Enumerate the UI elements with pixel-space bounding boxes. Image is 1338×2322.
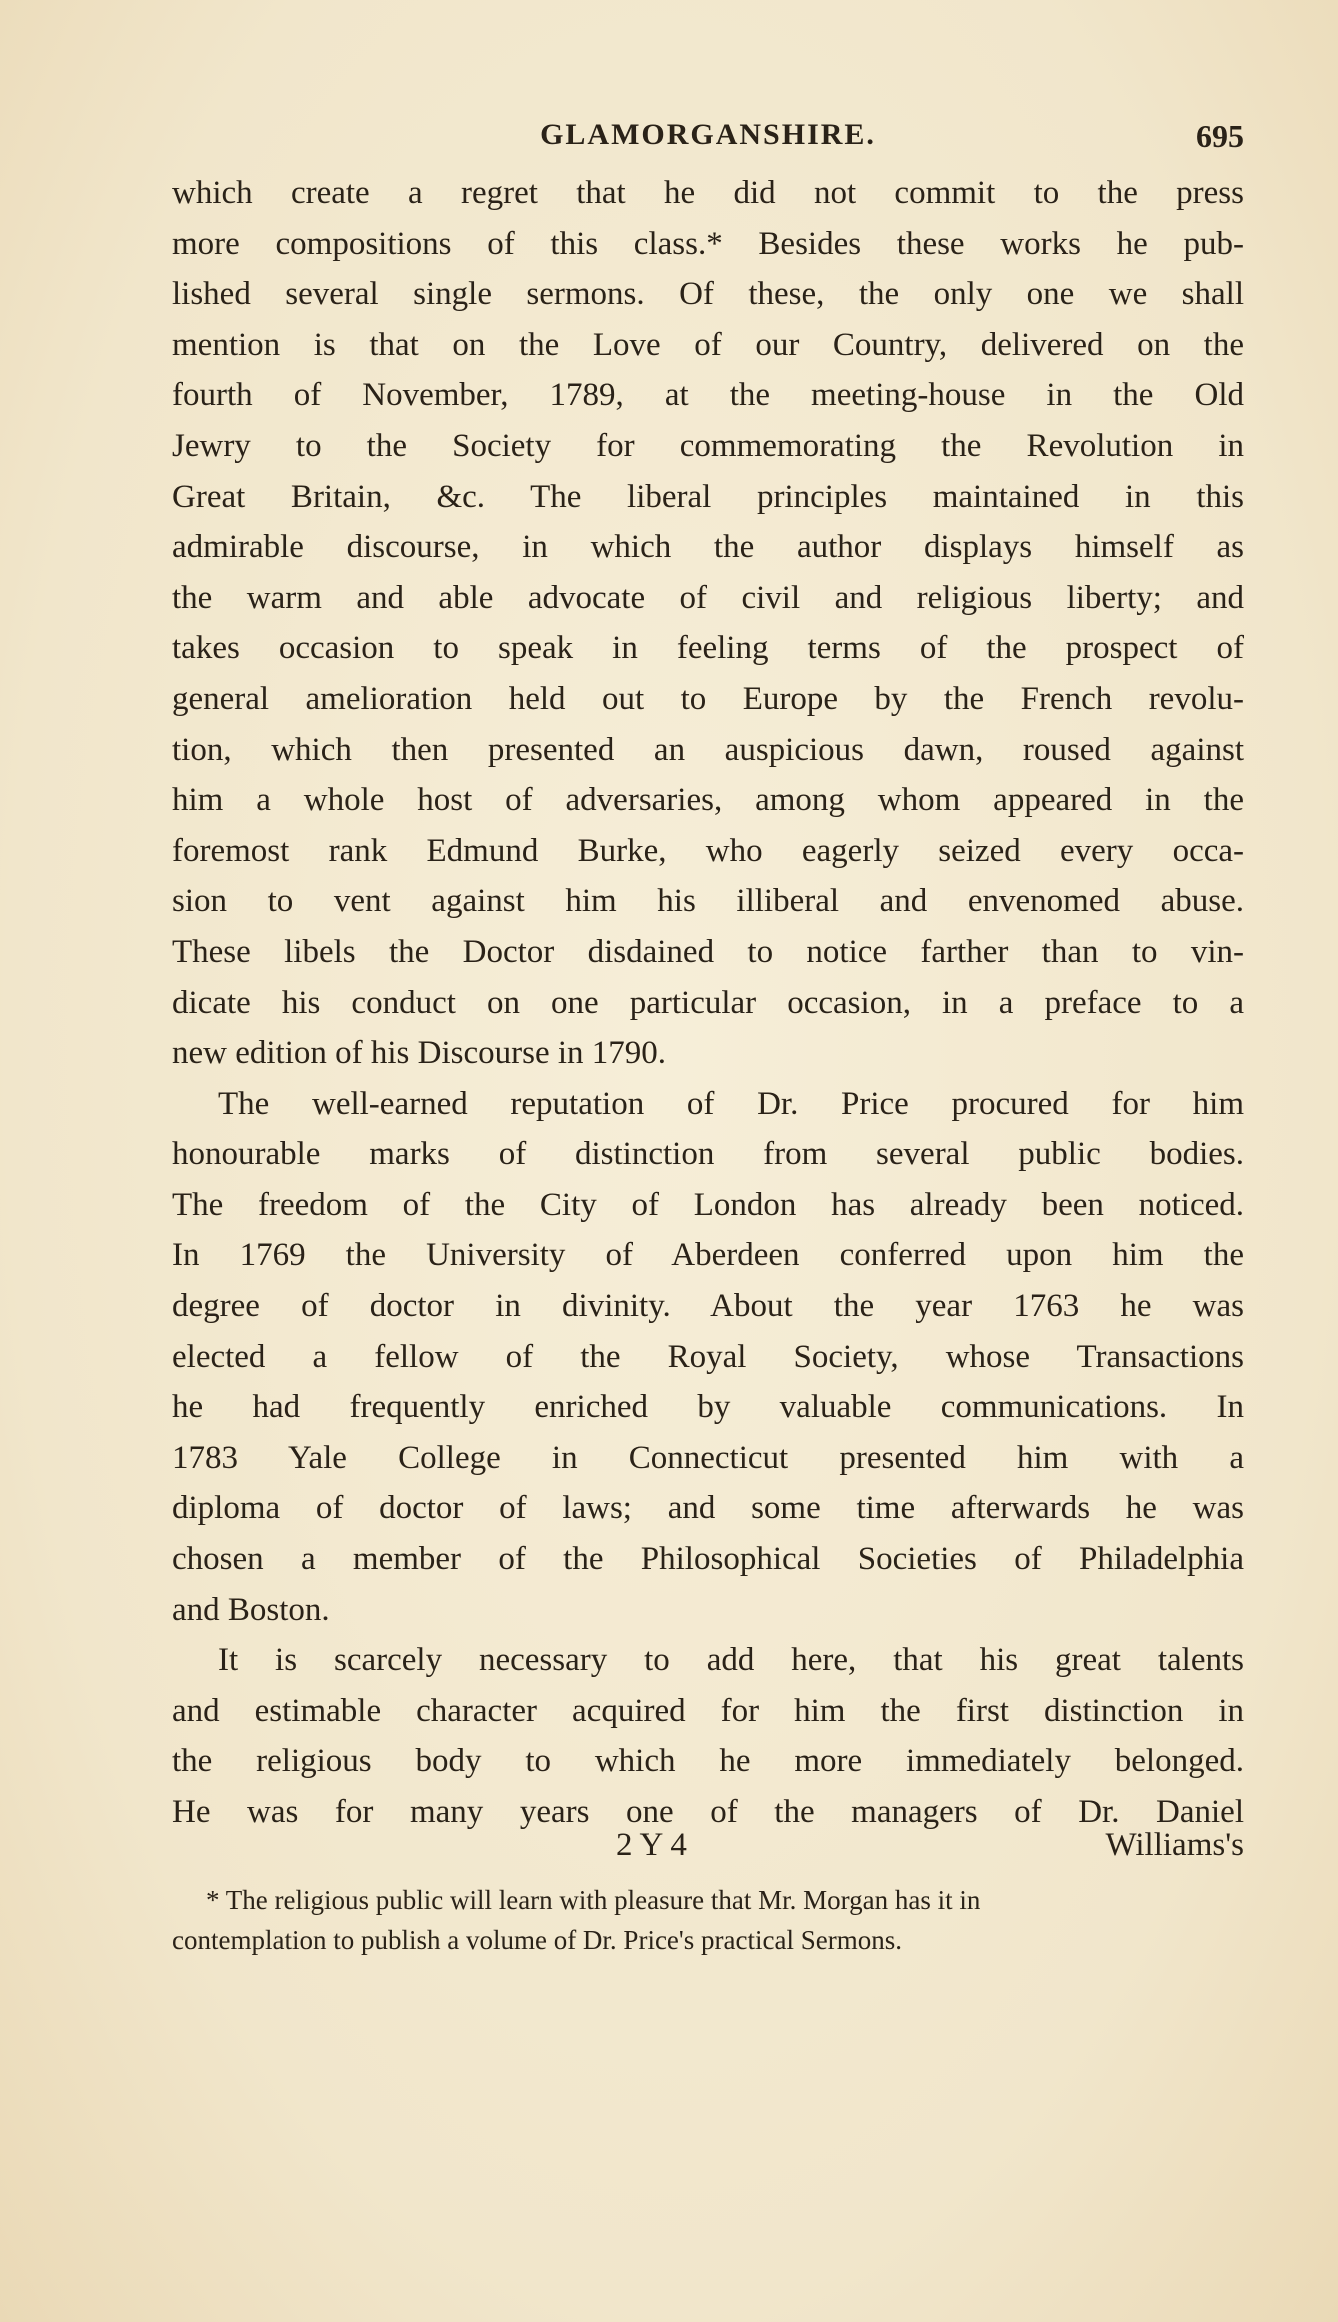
text-line: diploma of doctor of laws; and some time afterwards he was xyxy=(172,1490,1244,1527)
page-number: 695 xyxy=(1196,118,1244,154)
footnote xyxy=(172,1880,1244,1960)
signature-mark: 2 Y 4 xyxy=(616,1827,687,1863)
text-line: lished several single sermons. Of these, the only one we shall xyxy=(172,276,1244,313)
text-line: degree of doctor in divinity. About the year 1763 he was xyxy=(172,1288,1244,1325)
text-line: the religious body to which he more immediately belonged. xyxy=(172,1743,1244,1780)
text-line: Jewry to the Society for commemorating the Revolution in xyxy=(172,427,1244,464)
text-line: Great Britain, &c. The liberal principles maintained in this xyxy=(172,478,1244,515)
footnote-line: * The religious public will learn with pleasure that Mr. Morgan has it in xyxy=(206,1885,981,1915)
text-line: chosen a member of the Philosophical Societies of Philadelphia xyxy=(172,1541,1244,1578)
text-line: more compositions of this class.* Besides these works he pub- xyxy=(172,225,1244,262)
text-line: admirable discourse, in which the author displays himself as xyxy=(172,529,1244,566)
text-line: the warm and able advocate of civil and religious liberty; and xyxy=(172,579,1244,616)
text-line: tion, which then presented an auspicious dawn, roused against xyxy=(172,731,1244,768)
text-line: The freedom of the City of London has already been noticed. xyxy=(172,1186,1244,1223)
text-line: and Boston. xyxy=(172,1591,330,1628)
text-line: mention is that on the Love of our Country, delivered on the xyxy=(172,326,1244,363)
text-line: It is scarcely necessary to add here, that his great talents xyxy=(218,1642,1244,1679)
catchline xyxy=(172,1820,1244,1870)
text-line: new edition of his Discourse in 1790. xyxy=(172,1035,667,1072)
text-line: The well-earned reputation of Dr. Price procured for him xyxy=(218,1085,1244,1122)
running-head: GLAMORGANSHIRE. xyxy=(540,118,876,151)
text-line: honourable marks of distinction from several public bodies. xyxy=(172,1136,1244,1173)
text-line: him a whole host of adversaries, among whom appeared in the xyxy=(172,782,1244,819)
footnote-line: contemplation to publish a volume of Dr. Price's practical Sermons. xyxy=(172,1925,902,1955)
text-line: and estimable character acquired for him the first distinction in xyxy=(172,1692,1244,1729)
text-line: which create a regret that he did not commit to the press xyxy=(172,175,1244,211)
text-line: He was for many years one of the managers of Dr. Daniel xyxy=(172,1794,1244,1830)
text-line: elected a fellow of the Royal Society, whose Transactions xyxy=(172,1338,1244,1375)
catchword: Williams's xyxy=(1105,1827,1244,1863)
text-line: 1783 Yale College in Connecticut presented him with a xyxy=(172,1439,1244,1476)
text-line: general amelioration held out to Europe by the French revolu- xyxy=(172,680,1244,717)
text-line: he had frequently enriched by valuable communications. In xyxy=(172,1389,1244,1426)
text-line: sion to vent against him his illiberal and envenomed abuse. xyxy=(172,883,1244,920)
text-line: fourth of November, 1789, at the meeting-house in the Old xyxy=(172,377,1244,414)
body-text xyxy=(172,168,1244,1838)
page-header xyxy=(172,118,1244,158)
text-line: dicate his conduct on one particular occasion, in a preface to a xyxy=(172,984,1244,1021)
text-line: takes occasion to speak in feeling terms of the prospect of xyxy=(172,630,1244,667)
text-line: foremost rank Edmund Burke, who eagerly seized every occa- xyxy=(172,832,1244,869)
text-line: In 1769 the University of Aberdeen conferred upon him the xyxy=(172,1237,1244,1274)
text-line: These libels the Doctor disdained to notice farther than to vin- xyxy=(172,933,1244,970)
